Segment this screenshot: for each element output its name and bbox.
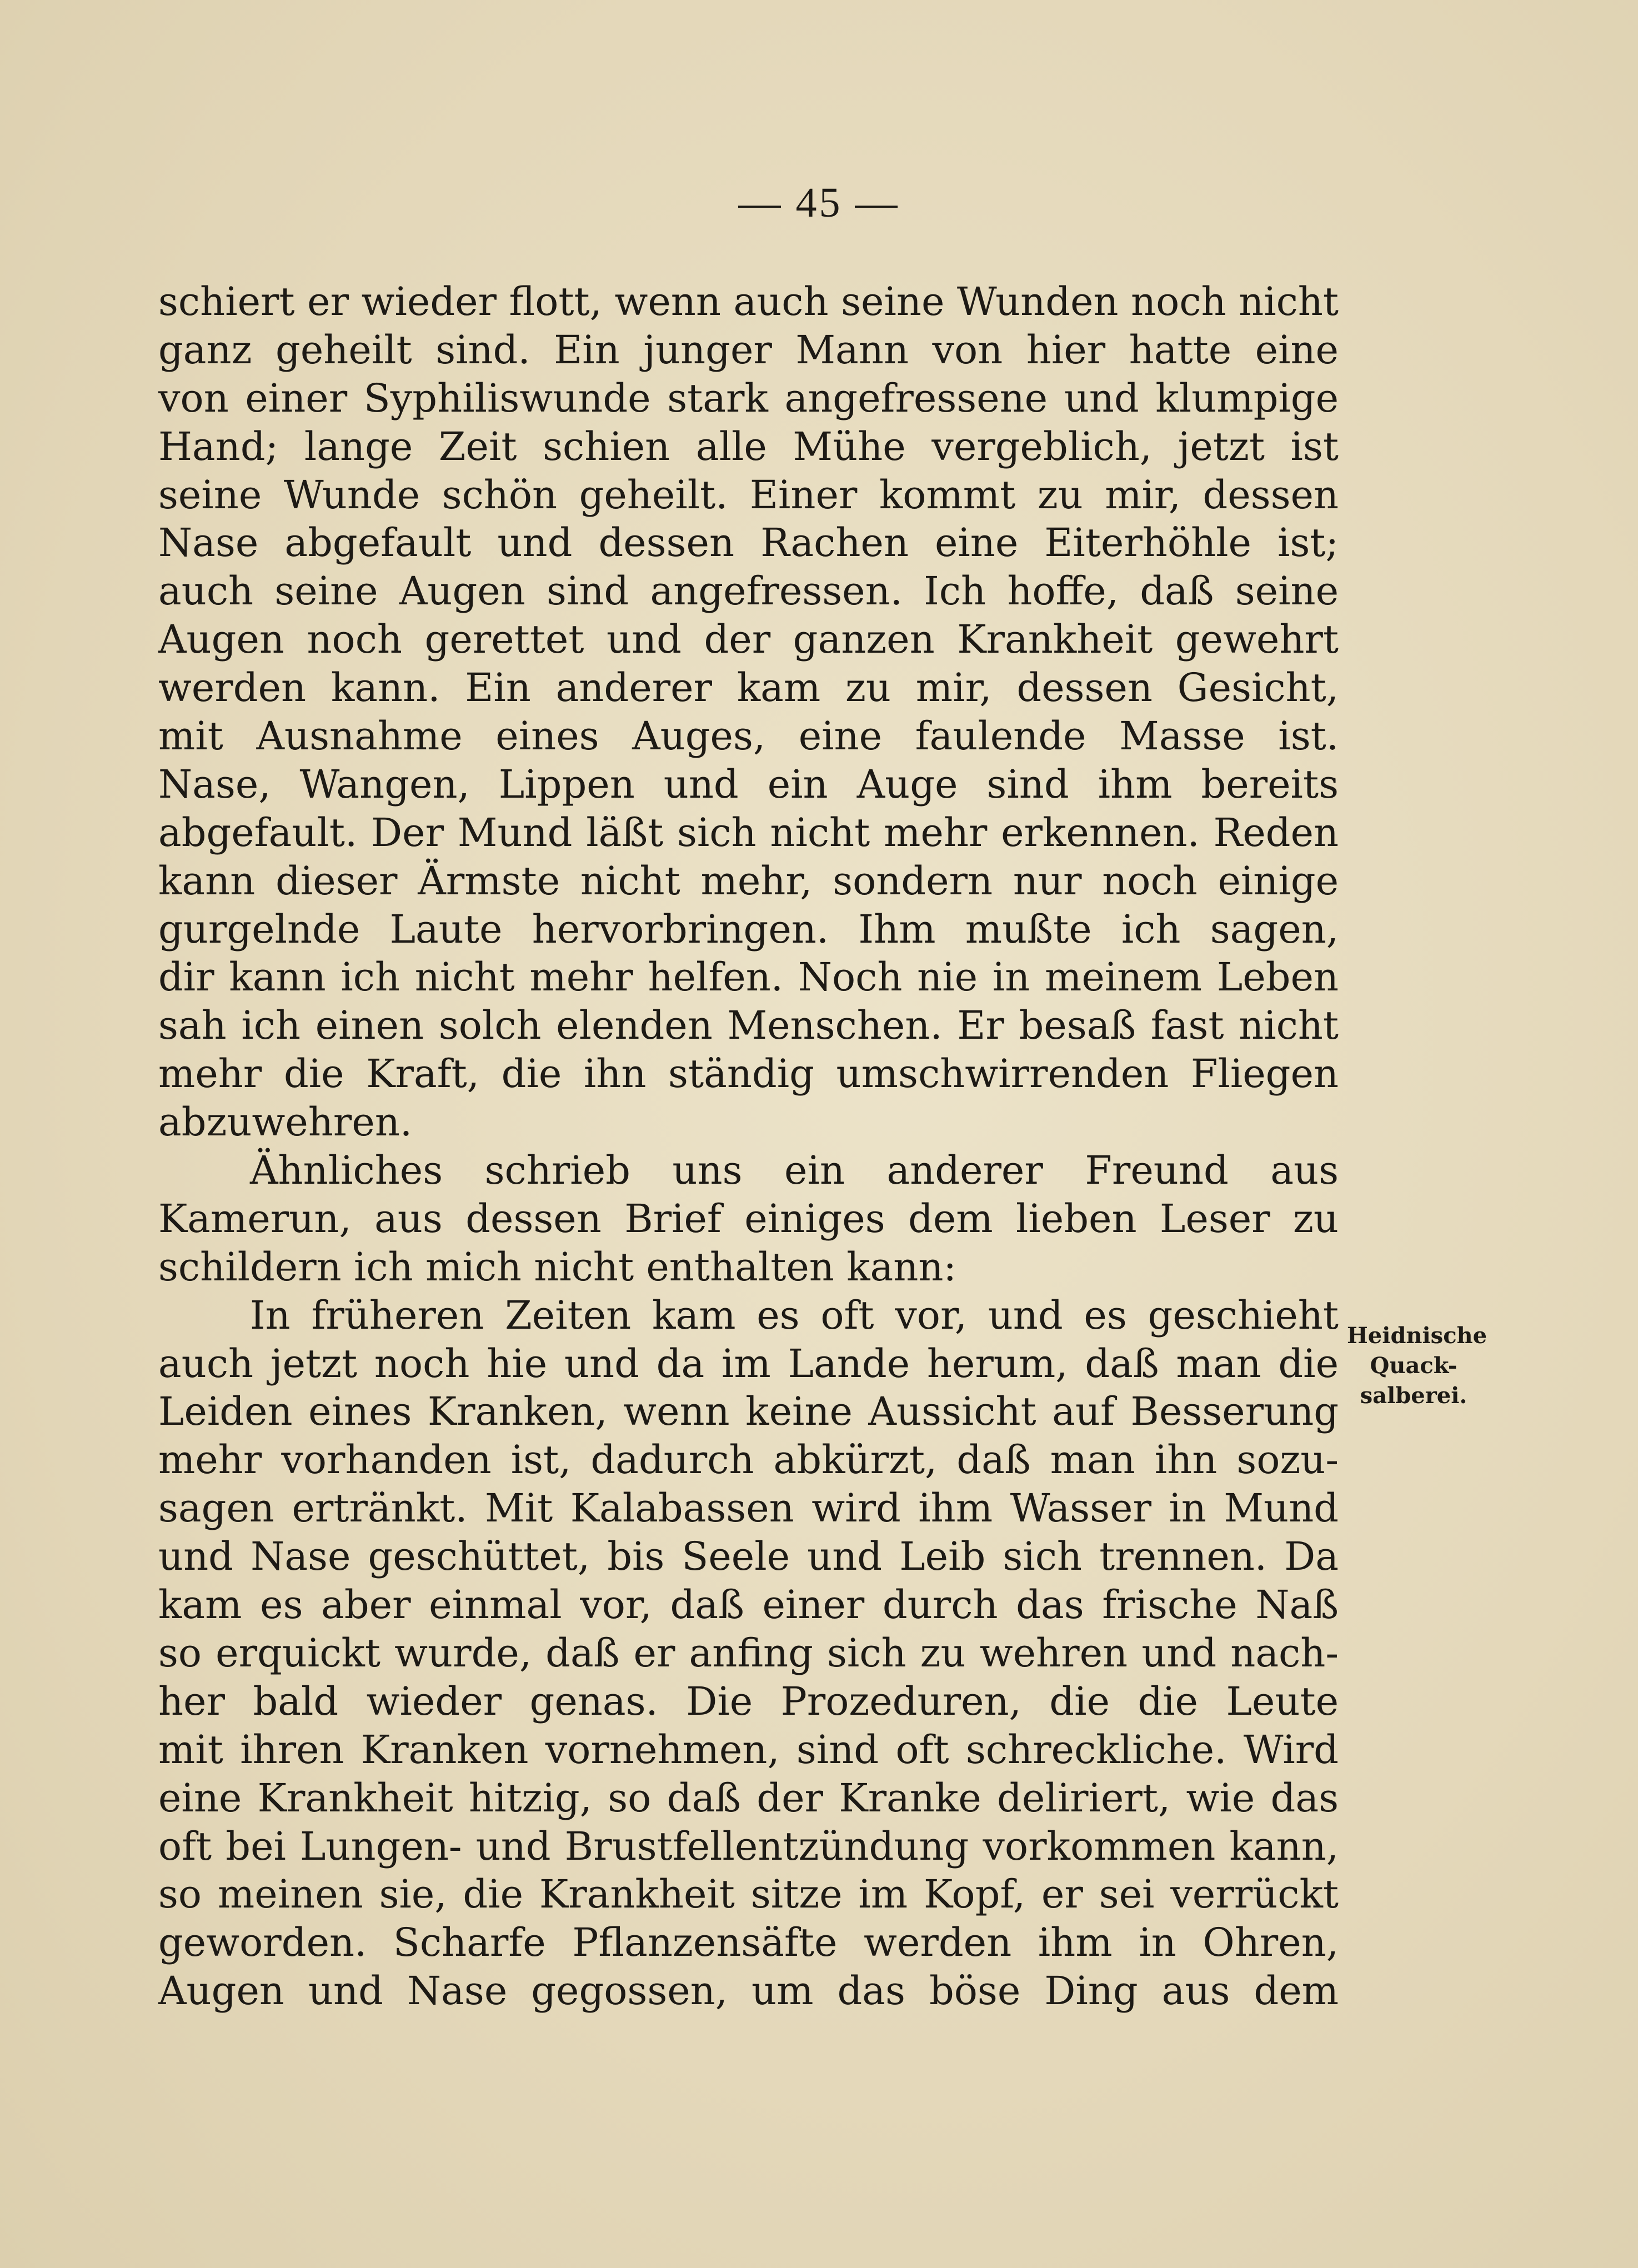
text-line: kann dieser Ärmste nicht mehr, sondern nur noch einige	[158, 858, 1339, 904]
text-line: gurgelnde Laute hervorbringen. Ihm mußte ich sagen,	[158, 906, 1339, 952]
text-line: her bald wieder genas. Die Prozeduren, die die Leute	[158, 1678, 1339, 1724]
text-line: auch jetzt noch hie und da im Lande herum, daß man die	[158, 1340, 1339, 1386]
text-line: Ähnliches schrieb uns ein anderer Freund aus	[250, 1148, 1339, 1194]
marginal-note-line: Heidnische	[1347, 1323, 1487, 1349]
text-line: sagen ertränkt. Mit Kalabassen wird ihm Wasser in Mund	[158, 1485, 1339, 1531]
text-line: Nase abgefault und dessen Rachen eine Eiterhöhle ist;	[158, 520, 1339, 566]
text-line: schiert er wieder flott, wenn auch seine Wunden noch nicht	[158, 279, 1339, 324]
text-line: ganz geheilt sind. Ein junger Mann von hier hatte eine	[158, 327, 1339, 373]
text-line: mit Ausnahme eines Auges, eine faulende Masse ist.	[158, 713, 1339, 759]
text-line: mehr vorhanden ist, dadurch abkürzt, daß man ihn sozu-	[158, 1437, 1339, 1483]
text-line: so meinen sie, die Krankheit sitze im Kopf, er sei verrückt	[158, 1871, 1339, 1917]
text-line: Augen noch gerettet und der ganzen Krankheit gewehrt	[158, 617, 1339, 663]
text-line: auch seine Augen sind angefressen. Ich hoffe, daß seine	[158, 568, 1339, 614]
text-line: seine Wunde schön geheilt. Einer kommt zu mir, dessen	[158, 472, 1339, 518]
page-number: — 45 —	[738, 179, 900, 226]
marginal-note-line: salberei.	[1360, 1383, 1467, 1409]
text-line: abgefault. Der Mund läßt sich nicht mehr erkennen. Reden	[158, 809, 1339, 855]
text-line: Nase, Wangen, Lippen und ein Auge sind ihm bereits	[158, 761, 1339, 807]
text-line: von einer Syphiliswunde stark angefressene und klumpige	[158, 375, 1339, 421]
text-line: kam es aber einmal vor, daß einer durch das frische Naß	[158, 1582, 1339, 1628]
text-line: In früheren Zeiten kam es oft vor, und es geschieht	[250, 1292, 1339, 1338]
marginal-note	[1347, 1321, 1487, 1411]
text-line: abzuwehren.	[158, 1099, 413, 1145]
text-line: Kamerun, aus dessen Brief einiges dem lieben Leser zu	[158, 1195, 1339, 1241]
text-line: so erquickt wurde, daß er anfing sich zu wehren und nach-	[158, 1630, 1339, 1676]
marginal-note-line: Quack-	[1370, 1353, 1457, 1379]
text-line: mit ihren Kranken vornehmen, sind oft schreckliche. Wird	[158, 1726, 1339, 1773]
text-line: Augen und Nase gegossen, um das böse Ding aus dem	[158, 1968, 1339, 2014]
text-line: eine Krankheit hitzig, so daß der Kranke deliriert, wie das	[158, 1775, 1339, 1821]
text-line: dir kann ich nicht mehr helfen. Noch nie in meinem Leben	[158, 954, 1339, 1000]
text-line: schildern ich mich nicht enthalten kann:	[158, 1244, 957, 1290]
text-line: geworden. Scharfe Pflanzensäfte werden ihm in Ohren,	[158, 1920, 1339, 1966]
body-text	[158, 278, 1339, 2015]
text-line: werden kann. Ein anderer kam zu mir, dessen Gesicht,	[158, 665, 1339, 711]
text-line: sah ich einen solch elenden Menschen. Er besaß fast nicht	[158, 1003, 1339, 1049]
text-line: oft bei Lungen- und Brustfellentzündung vorkommen kann,	[158, 1823, 1339, 1869]
text-line: Leiden eines Kranken, wenn keine Aussicht auf Besserung	[158, 1389, 1339, 1435]
text-line: Hand; lange Zeit schien alle Mühe vergeblich, jetzt ist	[158, 423, 1339, 469]
text-line: mehr die Kraft, die ihn ständig umschwirrenden Fliegen	[158, 1051, 1339, 1097]
text-line: und Nase geschüttet, bis Seele und Leib sich trennen. Da	[158, 1534, 1339, 1580]
